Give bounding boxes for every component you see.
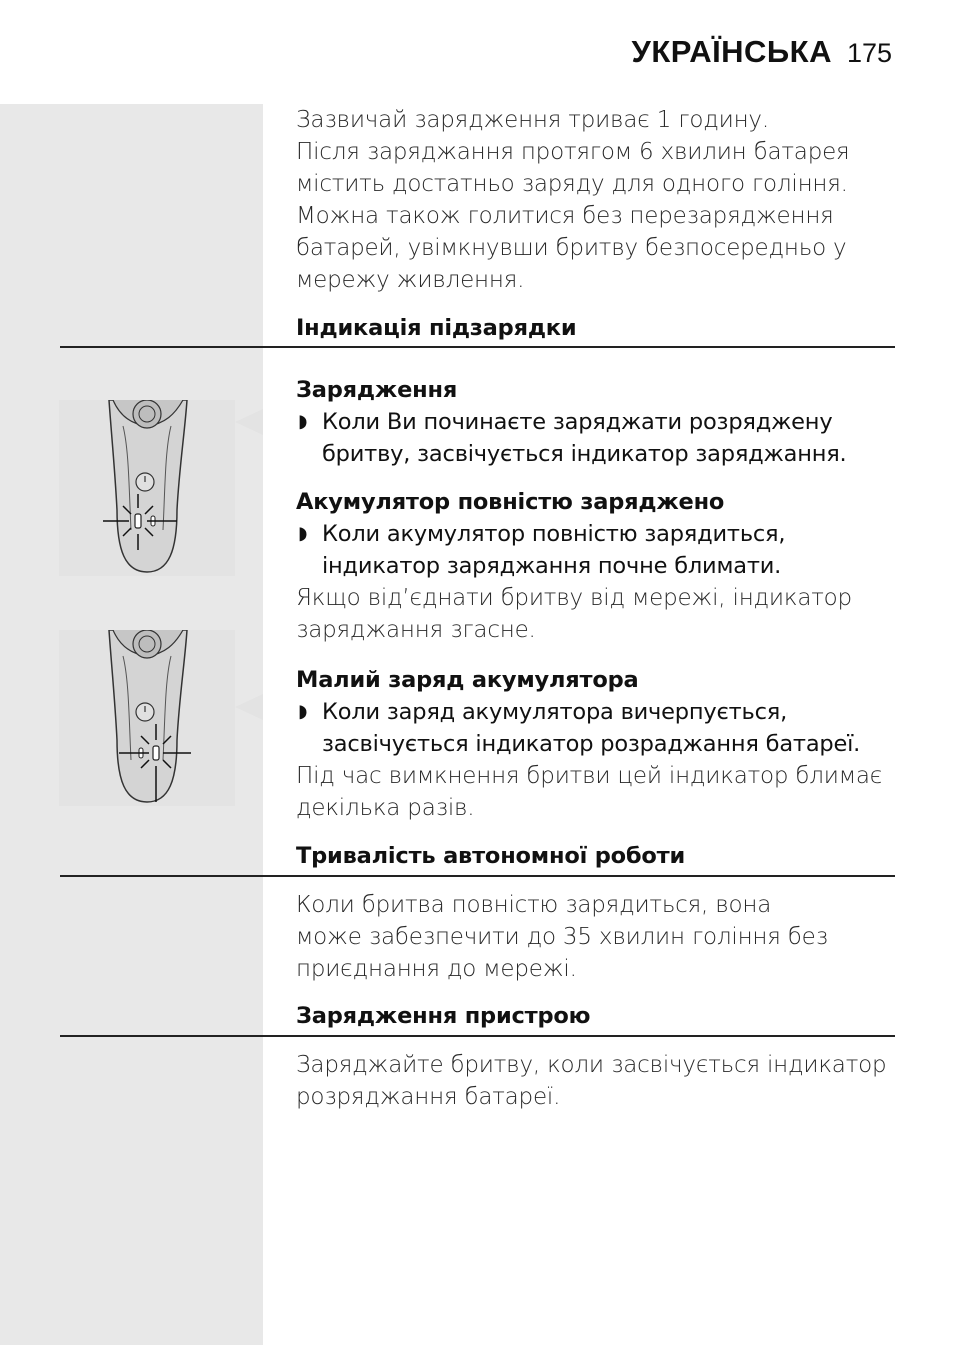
text-line: індикатор заряджання почне блимати. <box>322 553 782 579</box>
charging-section <box>296 374 896 470</box>
shaver-low-battery-light-icon <box>59 630 235 806</box>
intro-paragraph <box>296 104 896 296</box>
callout-pointer <box>235 409 263 435</box>
bullet-item <box>296 406 896 470</box>
shaver-charging-light-icon <box>59 400 235 576</box>
text-line: батарей, увімкнувши бритву безпосередньо у <box>296 235 847 261</box>
text-line: Після заряджання протягом 6 хвилин батарея <box>296 139 850 165</box>
page-number: 175 <box>846 38 892 68</box>
text-line: розряджання батареї. <box>296 1084 561 1110</box>
text-line: Коли акумулятор повністю зарядиться, <box>322 521 786 547</box>
text-line: Коли Ви починаєте заряджати розряджену <box>322 409 833 435</box>
text-line: Коли бритва повністю зарядиться, вона <box>296 892 772 918</box>
subheading-charging: Зарядження <box>296 377 458 403</box>
text-line: Заряджайте бритву, коли засвічується індикатор <box>296 1052 887 1078</box>
text-line: Коли заряд акумулятора вичерпується, <box>322 699 788 725</box>
section-divider <box>60 875 895 877</box>
text-line: засвічується індикатор розраджання батареї. <box>322 731 861 757</box>
section-divider <box>60 1035 895 1037</box>
text-line: може забезпечити до 35 хвилин гоління без <box>296 924 828 950</box>
device-charging-paragraph <box>296 1049 896 1113</box>
section-heading-charge-indication: Індикація підзарядки <box>296 315 577 341</box>
text-line: Під час вимкнення бритви цей індикатор блимає <box>296 763 883 789</box>
callout-pointer <box>235 694 263 720</box>
bullet-item <box>296 696 896 760</box>
text-line: Зазвичай зарядження триває 1 годину. <box>296 107 769 133</box>
bullet-icon: ◗ <box>298 411 308 432</box>
subheading-battery-full: Акумулятор повністю заряджено <box>296 489 725 515</box>
text-line: декілька разів. <box>296 795 475 821</box>
text-line: Якщо від’єднати бритву від мережі, індикатор <box>296 585 852 611</box>
bullet-icon: ◗ <box>298 701 308 722</box>
battery-full-section <box>296 486 896 646</box>
section-heading-device-charging: Зарядження пристрою <box>296 1003 591 1029</box>
text-line: містить достатньо заряду для одного гоління. <box>296 171 848 197</box>
page-title: УКРАЇНСЬКА <box>631 34 832 69</box>
text-line: приєднання до мережі. <box>296 956 577 982</box>
text-line: Можна також голитися без перезарядження <box>296 203 834 229</box>
text-line: бритву, засвічується індикатор заряджання. <box>322 441 847 467</box>
bullet-icon: ◗ <box>298 523 308 544</box>
battery-low-section <box>296 664 896 824</box>
section-divider <box>60 346 895 348</box>
text-line: мережу живлення. <box>296 267 525 293</box>
subheading-battery-low: Малий заряд акумулятора <box>296 667 639 693</box>
text-line: заряджання згасне. <box>296 617 536 643</box>
section-heading-runtime: Тривалість автономної роботи <box>296 843 686 869</box>
bullet-item <box>296 518 896 582</box>
runtime-paragraph <box>296 889 896 985</box>
